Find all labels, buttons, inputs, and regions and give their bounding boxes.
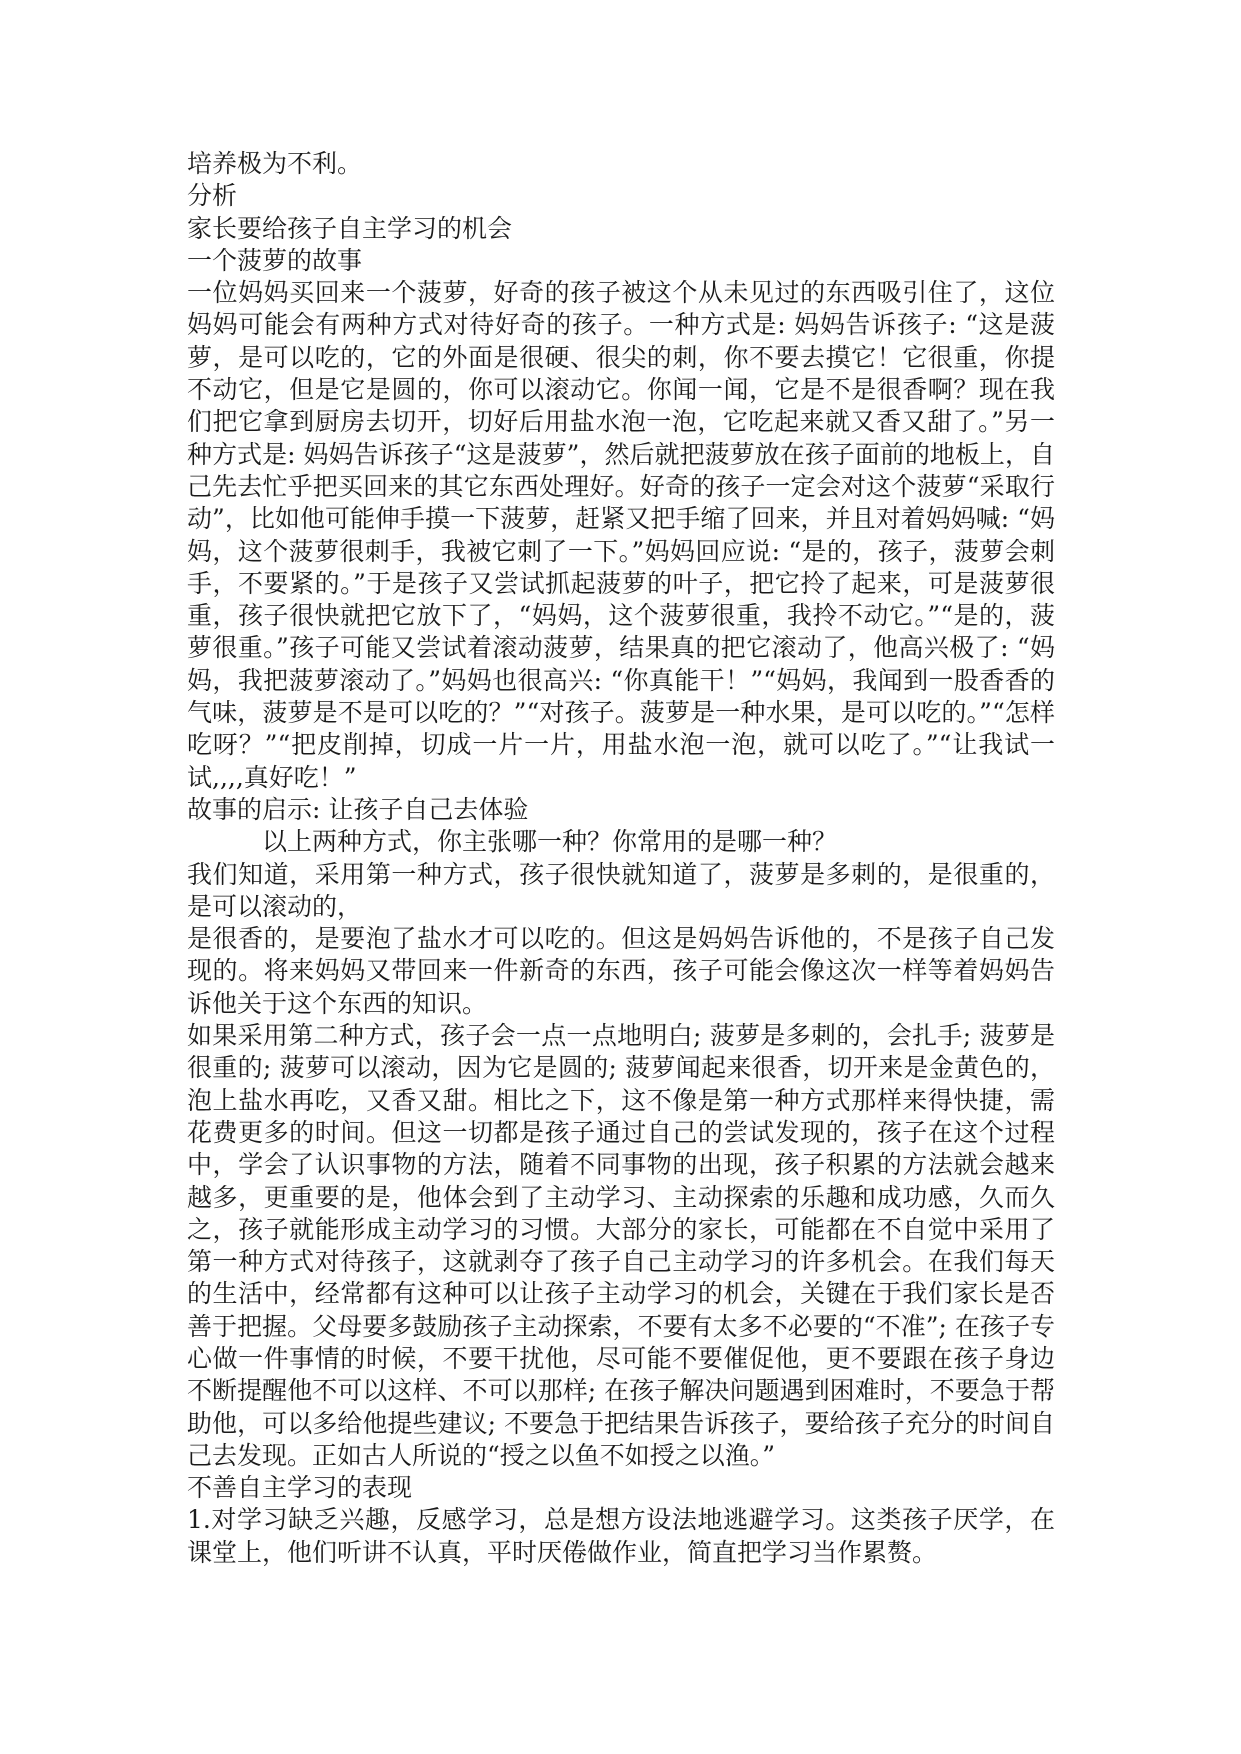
heading-story-lesson: 故事的启示: 让孩子自己去体验 [187,794,529,824]
paragraph-point-one: 1.对学习缺乏兴趣，反感学习，总是想方设法地逃避学习。这类孩子厌学，在课堂上，他们听讲不认真，平时厌倦做作业，简直把学习当作累赘。 [187,1505,1055,1567]
heading-pineapple-story: 一个菠萝的故事 [187,245,363,275]
document-body [187,148,1055,1569]
paragraph-question: 以上两种方式，你主张哪一种？你常用的是哪一种？ [262,827,838,857]
paragraph-pineapple-story: 一位妈妈买回来一个菠萝，好奇的孩子被这个从未见过的东西吸引住了，这位妈妈可能会有两种方式对待好奇的孩子。一种方式是: 妈妈告诉孩子: “这是菠萝，是可以吃的，它的外面是很硬、很尖的刺，你不要去摸它！它很重，你提不动它，但是它是圆的，你可以滚动它。你闻一闻，它是不是很香啊？现在我们把它拿到厨房去切开，切好后用盐水泡一泡，它吃起来就又香又甜了。”另一种方式是: 妈妈告诉孩子“这是菠萝”，然后就把菠萝放在孩子面前的地板上，自己先去忙乎把买回来的其它东西处理好。好奇的孩子一定会对这个菠萝“采取行动”，比如他可能伸手摸一下菠萝，赶紧又把手缩了回来，并且对着妈妈喊: “妈妈，这个菠萝很刺手，我被它刺了一下。”妈妈回应说: “是的，孩子，菠萝会刺手，不要紧的。”于是孩子又尝试抓起菠萝的叶子，把它拎了起来，可是菠萝很重，孩子很快就把它放下了，“妈妈，这个菠萝很重，我拎不动它。”“是的，菠萝很重。”孩子可能又尝试着滚动菠萝，结果真的把它滚动了，他高兴极了: “妈妈，我把菠萝滚动了。”妈妈也很高兴: “你真能干！”“妈妈，我闻到一股香香的气味，菠萝是不是可以吃的？”“对孩子。菠萝是一种水果，是可以吃的。”“怎样吃呀？”“把皮削掉，切成一片一片，用盐水泡一泡，就可以吃了。”“让我试一试,,,,真好吃！” [187,278,1055,792]
paragraph-intro-fragment: 培养极为不利。 [187,149,363,178]
heading-poor-self-learning: 不善自主学习的表现 [187,1473,413,1503]
paragraph-first-method: 我们知道，采用第一种方式，孩子很快就知道了，菠萝是多刺的，是很重的，是可以滚动的， [187,859,1055,921]
heading-analysis: 分析 [187,181,238,211]
heading-self-learning-opportunity: 家长要给孩子自主学习的机会 [187,213,513,243]
paragraph-first-method-continued: 是很香的，是要泡了盐水才可以吃的。但这是妈妈告诉他的，不是孩子自己发现的。将来妈妈又带回来一件新奇的东西，孩子可能会像这次一样等着妈妈告诉他关于这个东西的知识。 [187,924,1055,1018]
paragraph-second-method: 如果采用第二种方式，孩子会一点一点地明白; 菠萝是多刺的，会扎手; 菠萝是很重的; 菠萝可以滚动，因为它是圆的; 菠萝闻起来很香，切开来是金黄色的，泡上盐水再吃，又香又甜。相比之下，这不像是第一种方式那样来得快捷，需花费更多的时间。但这一切都是孩子通过自己的尝试发现的，孩子在这个过程中，学会了认识事物的方法，随着不同事物的出现，孩子积累的方法就会越来越多，更重要的是，他体会到了主动学习、主动探索的乐趣和成功感，久而久之，孩子就能形成主动学习的习惯。大部分的家长，可能都在不自觉中采用了第一种方式对待孩子，这就剥夺了孩子自己主动学习的许多机会。在我们每天的生活中，经常都有这种可以让孩子主动学习的机会，关键在于我们家长是否善于把握。父母要多鼓励孩子主动探索，不要有太多不必要的“不准”; 在孩子专心做一件事情的时候，不要干扰他，尽可能不要催促他，更不要跟在孩子身边不断提醒他不可以这样、不可以那样; 在孩子解决问题遇到困难时，不要急于帮助他，可以多给他提些建议; 不要急于把结果告诉孩子，要给孩子充分的时间自己去发现。正如古人所说的“授之以鱼不如授之以渔。” [187,1021,1055,1470]
